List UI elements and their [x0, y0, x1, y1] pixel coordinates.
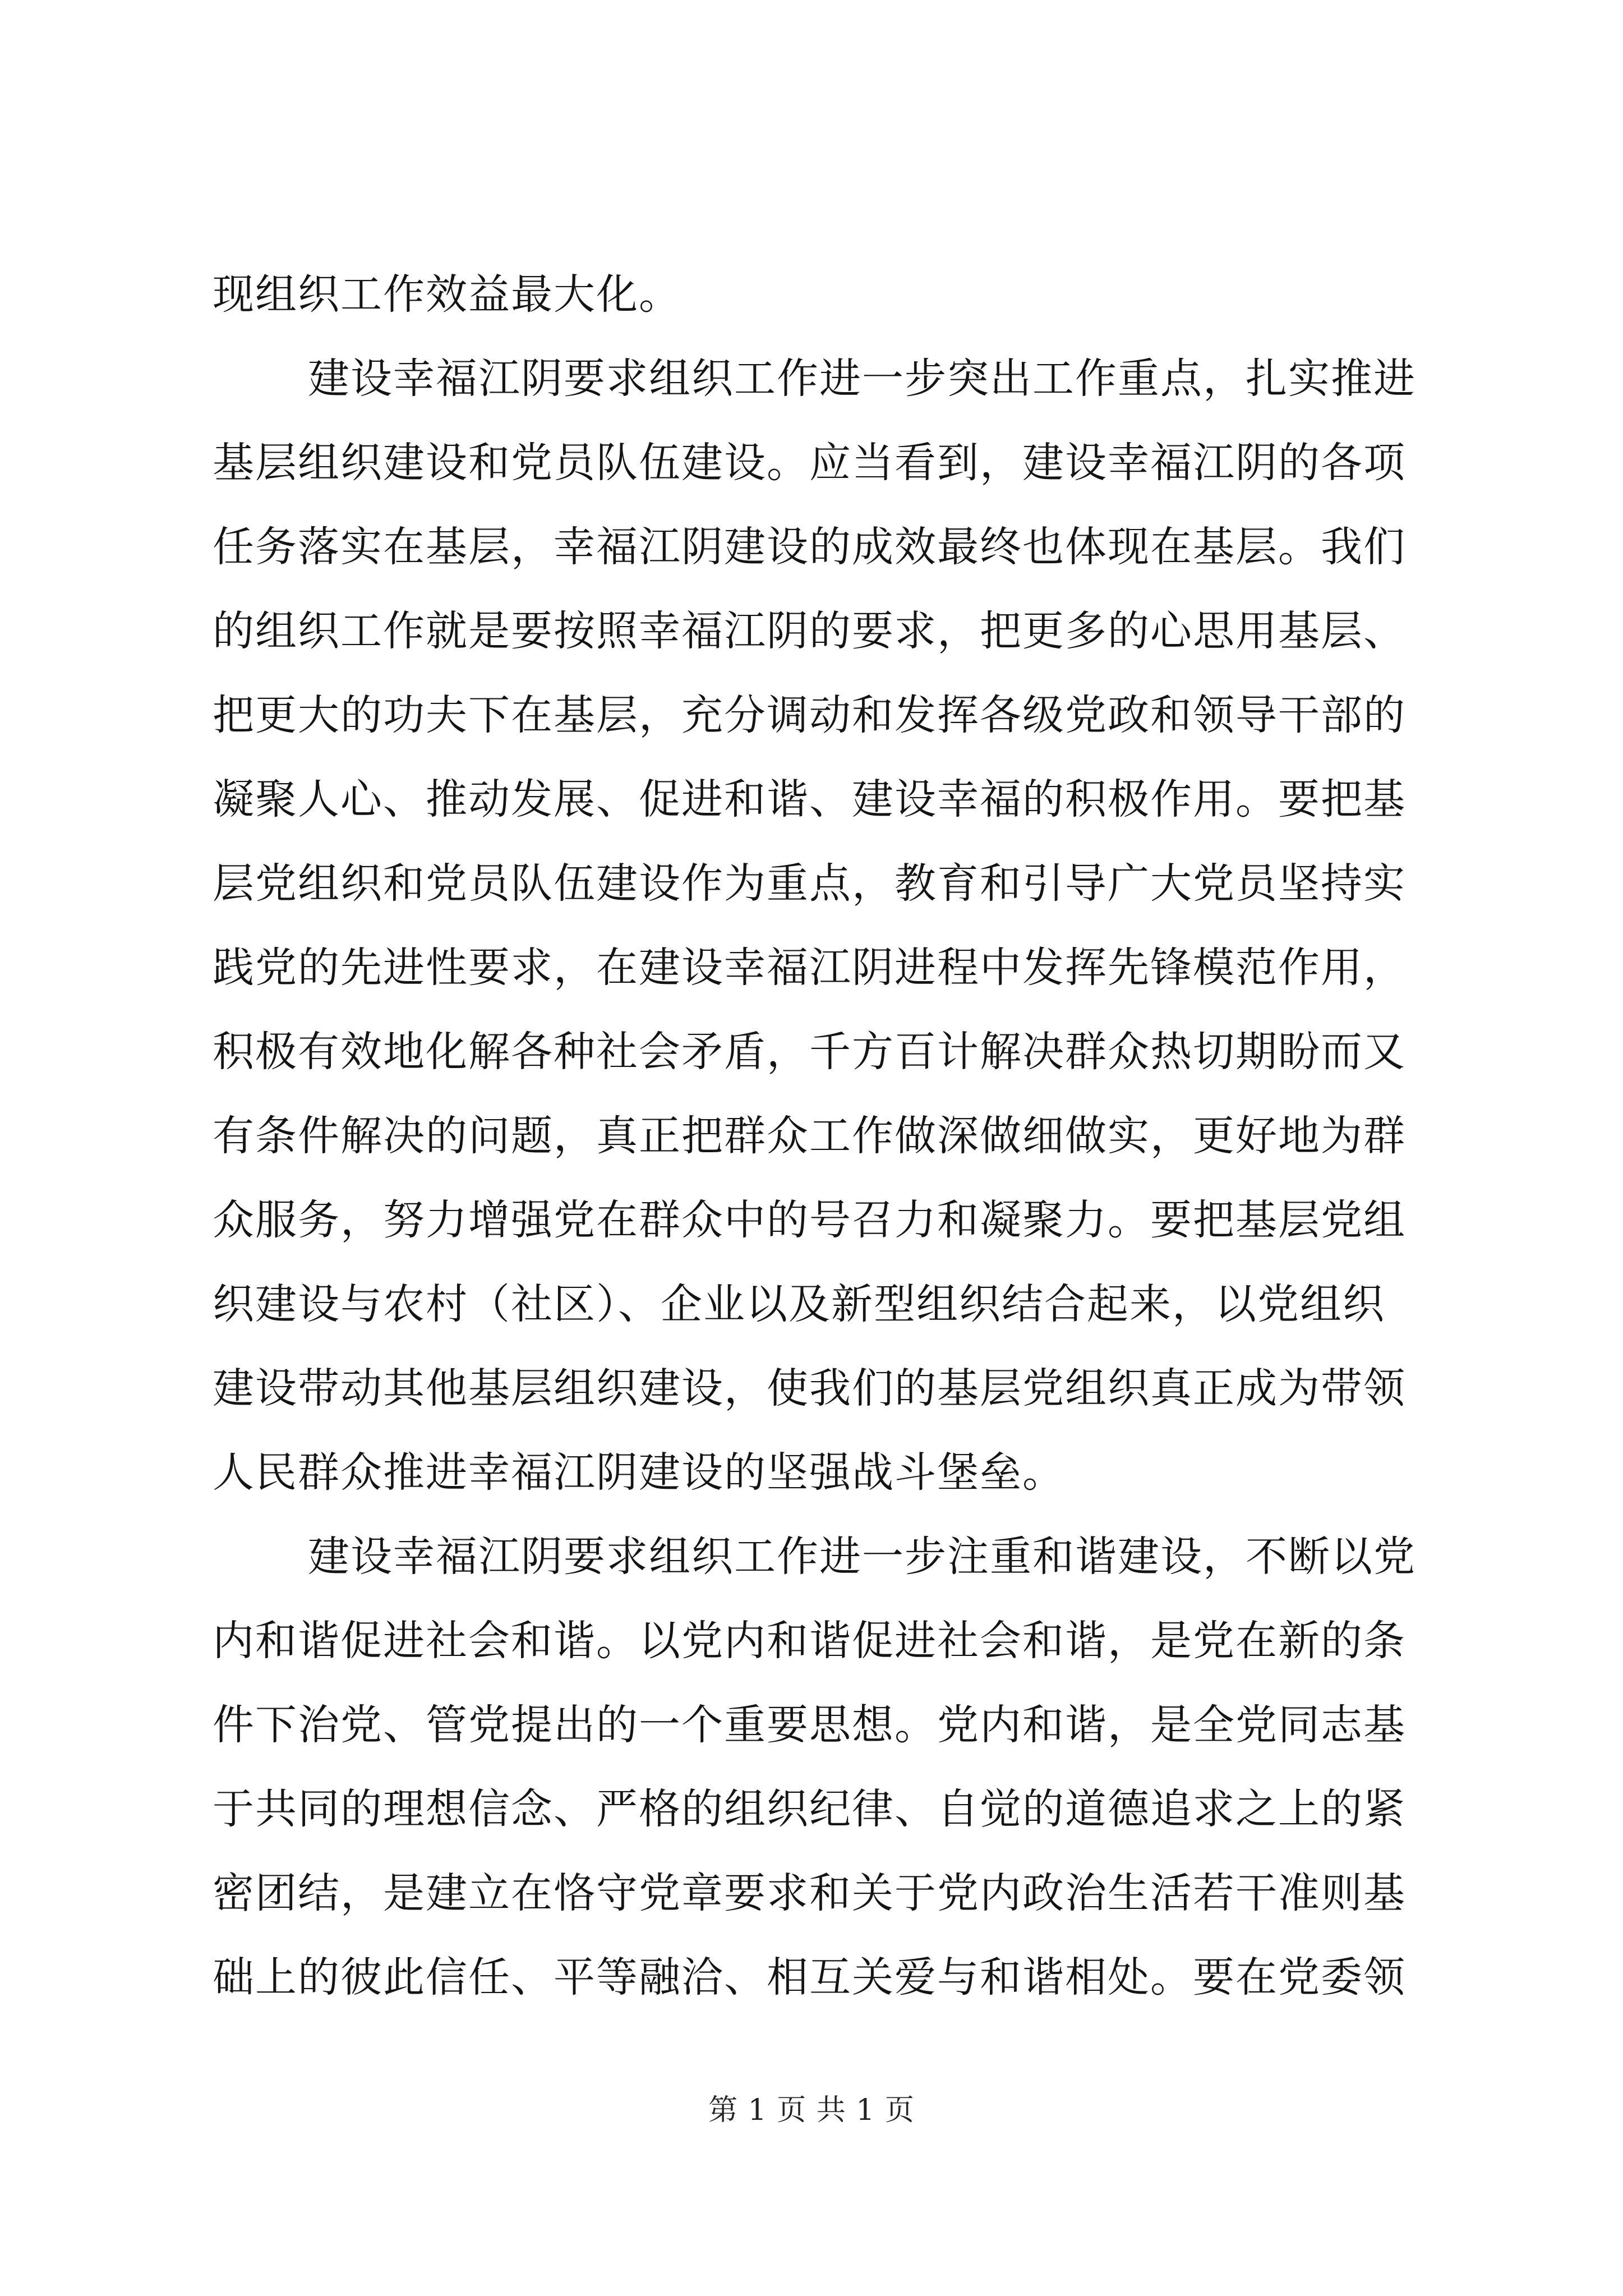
- text-line: 人民群众推进幸福江阴建设的坚强战斗堡垒。: [213, 1448, 1065, 1497]
- text-line: 件下治党、管党提出的一个重要思想。党内和谐，是全党同志基: [213, 1701, 1406, 1749]
- text-line: 积极有效地化解各种社会矛盾，千方百计解决群众热切期盼而又: [213, 1028, 1406, 1076]
- text-line: 践党的先进性要求，在建设幸福江阴进程中发挥先锋模范作用，: [213, 944, 1406, 992]
- text-line: 密团结，是建立在恪守党章要求和关于党内政治生活若干准则基: [213, 1869, 1406, 1917]
- text-line: 层党组织和党员队伍建设作为重点，教育和引导广大党员坚持实: [213, 859, 1406, 908]
- paragraph-first-line: 建设幸福江阴要求组织工作进一步突出工作重点，扎实推进: [308, 355, 1416, 403]
- text-line: 建设带动其他基层组织建设，使我们的基层党组织真正成为带领: [213, 1364, 1406, 1412]
- text-line: 现组织工作效益最大化。: [213, 270, 681, 319]
- text-line: 任务落实在基层，幸福江阴建设的成效最终也体现在基层。我们: [213, 523, 1406, 571]
- text-line: 把更大的功夫下在基层，充分调动和发挥各级党政和领导干部的: [213, 691, 1406, 739]
- page-footer: 第 1 页 共 1 页: [708, 2093, 915, 2127]
- paragraph-first-line: 建设幸福江阴要求组织工作进一步注重和谐建设，不断以党: [308, 1533, 1416, 1581]
- text-line: 织建设与农村（社区）、企业以及新型组织结合起来，以党组织: [213, 1280, 1385, 1328]
- text-line: 凝聚人心、推动发展、促进和谐、建设幸福的积极作用。要把基: [213, 775, 1406, 823]
- text-line: 众服务，努力增强党在群众中的号召力和凝聚力。要把基层党组: [213, 1196, 1406, 1244]
- text-line: 于共同的理想信念、严格的组织纪律、自觉的道德追求之上的紧: [213, 1785, 1406, 1833]
- text-line: 有条件解决的问题，真正把群众工作做深做细做实，更好地为群: [213, 1112, 1406, 1160]
- text-line: 的组织工作就是要按照幸福江阴的要求，把更多的心思用基层、: [213, 607, 1406, 655]
- text-line: 内和谐促进社会和谐。以党内和谐促进社会和谐，是党在新的条: [213, 1617, 1406, 1665]
- text-line: 基层组织建设和党员队伍建设。应当看到，建设幸福江阴的各项: [213, 439, 1406, 487]
- text-line: 础上的彼此信任、平等融洽、相互关爱与和谐相处。要在党委领: [213, 1953, 1406, 2001]
